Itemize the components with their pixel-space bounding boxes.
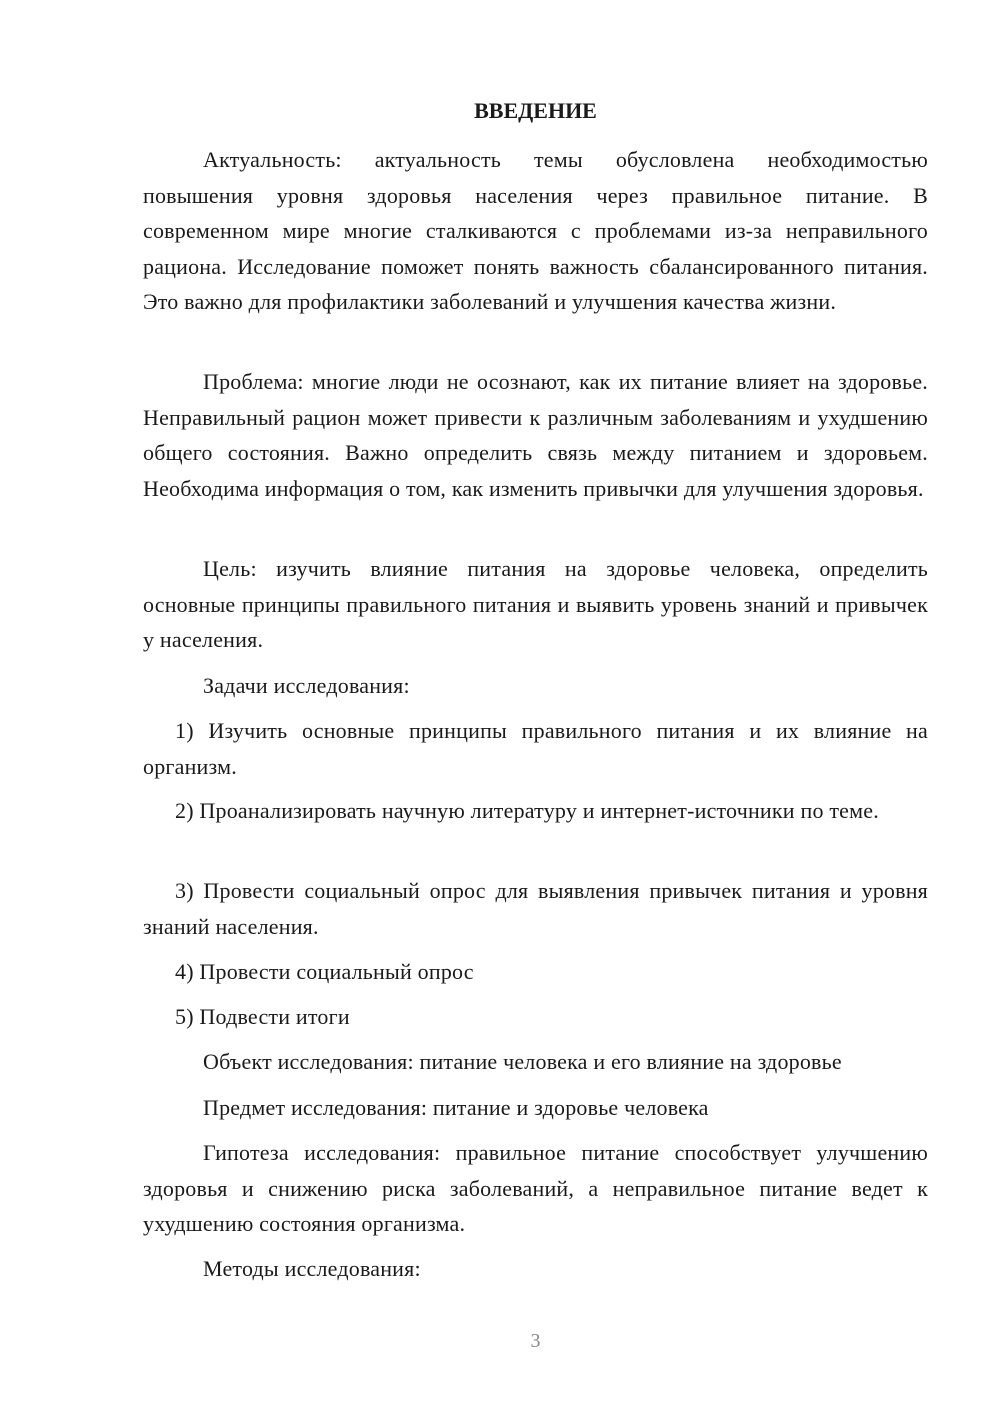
task-item-4: 4) Провести социальный опрос — [175, 959, 474, 984]
task-item-5: 5) Подвести итоги — [175, 1004, 350, 1029]
section-title: ВВЕДЕНИЕ — [474, 98, 597, 123]
paragraph-goal: Цель: изучить влияние питания на здоровье человека, определить основные принципы правильного питания и выявить уровень знаний и привычек у населения. — [143, 556, 928, 652]
paragraph-relevance: Актуальность: актуальность темы обусловлена необходимостью повышения уровня здоровья населения через правильное питание. В современном мире многие сталкиваются с проблемами из-за неправильного рациона. Исследование поможет понять важность сбалансированного питания. Это важно для профилактики заболеваний и улучшения качества жизни. — [143, 147, 928, 314]
paragraph-tasks-heading: Задачи исследования: — [203, 673, 410, 698]
paragraph-methods: Методы исследования: — [203, 1256, 421, 1281]
paragraph-hypothesis: Гипотеза исследования: правильное питание способствует улучшению здоровья и снижению риска заболеваний, а неправильное питание ведет к ухудшению состояния организма. — [143, 1140, 928, 1236]
paragraph-problem: Проблема: многие люди не осознают, как их питание влияет на здоровье. Неправильный рацион может привести к различным заболеваниям и ухудшению общего состояния. Важно определить связь между питанием и здоровьем. Необходима информация о том, как изменить привычки для улучшения здоровья. — [143, 369, 928, 501]
page-number: 3 — [530, 1330, 541, 1352]
paragraph-object: Объект исследования: питание человека и его влияние на здоровье — [203, 1049, 842, 1074]
task-item-3: 3) Провести социальный опрос для выявления привычек питания и уровня знаний населения. — [143, 878, 928, 939]
document-page — [143, 0, 928, 1414]
task-item-1: 1) Изучить основные принципы правильного питания и их влияние на организм. — [143, 718, 928, 779]
task-item-2: 2) Проанализировать научную литературу и интернет-источники по теме. — [175, 798, 879, 823]
paragraph-subject: Предмет исследования: питание и здоровье человека — [203, 1095, 709, 1120]
